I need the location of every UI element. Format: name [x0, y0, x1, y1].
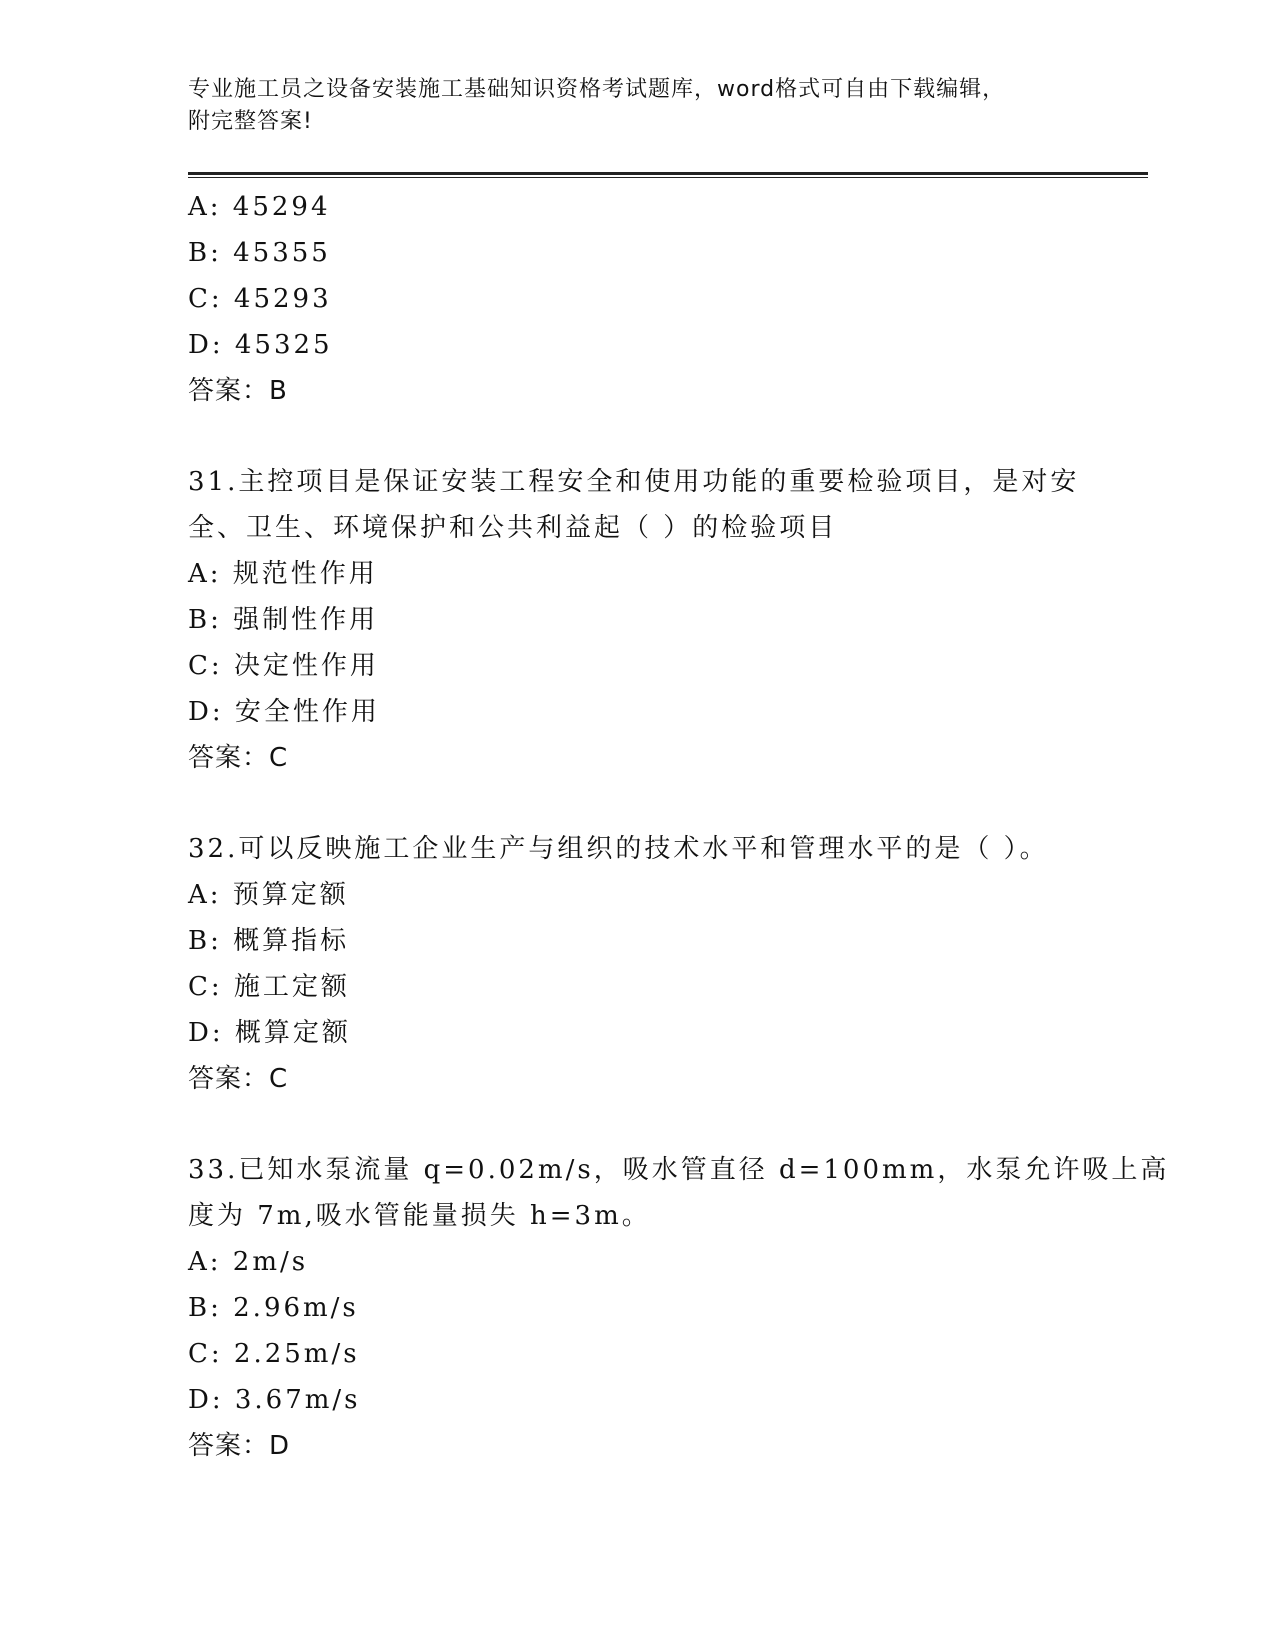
option-d: D: 安全性作用: [188, 697, 380, 727]
question-33: [188, 1147, 1170, 1469]
answer: 答案：C: [188, 743, 289, 773]
question-stem-line-1: 31.主控项目是保证安装工程安全和使用功能的重要检验项目，是对安: [188, 467, 1080, 497]
option-c: C: 45293: [188, 284, 332, 314]
option-a: A: 预算定额: [188, 880, 349, 910]
document-page: [188, 74, 1170, 1469]
question-stem-line-2: 全、卫生、环境保护和公共利益起（ ）的检验项目: [188, 513, 838, 543]
option-b: B: 2.96m/s: [188, 1293, 359, 1323]
header-line-2: 附完整答案!: [188, 109, 313, 134]
option-b: B: 概算指标: [188, 926, 350, 956]
question-32: [188, 826, 1148, 1102]
option-c: C: 施工定额: [188, 972, 350, 1002]
answer: 答案：D: [188, 1431, 291, 1461]
option-d: D: 概算定额: [188, 1018, 351, 1048]
answer: 答案：B: [188, 376, 288, 406]
option-c: C: 2.25m/s: [188, 1339, 360, 1369]
header-line-1: 专业施工员之设备安装施工基础知识资格考试题库，word格式可自由下载编辑，: [188, 77, 1006, 102]
option-b: B: 强制性作用: [188, 605, 379, 635]
option-c: C: 决定性作用: [188, 651, 379, 681]
option-d: D: 3.67m/s: [188, 1385, 361, 1415]
option-b: B: 45355: [188, 238, 331, 268]
document-header: [188, 74, 1148, 138]
question-31: [188, 459, 1148, 781]
question-stem-line-1: 32.可以反映施工企业生产与组织的技术水平和管理水平的是（ ）。: [188, 834, 1049, 864]
option-a: A: 2m/s: [188, 1247, 309, 1277]
question-stem-line-2: 度为 7m,吸水管能量损失 h=3m。: [188, 1201, 651, 1231]
option-a: A: 规范性作用: [188, 559, 378, 589]
header-divider: [188, 172, 1148, 178]
question-stem-line-1: 33.已知水泵流量 q=0.02m/s，吸水管直径 d=100mm，水泵允许吸上高: [188, 1155, 1170, 1185]
option-d: D: 45325: [188, 330, 333, 360]
question-30-tail: [188, 184, 1148, 414]
option-a: A: 45294: [188, 192, 331, 222]
answer: 答案：C: [188, 1064, 289, 1094]
